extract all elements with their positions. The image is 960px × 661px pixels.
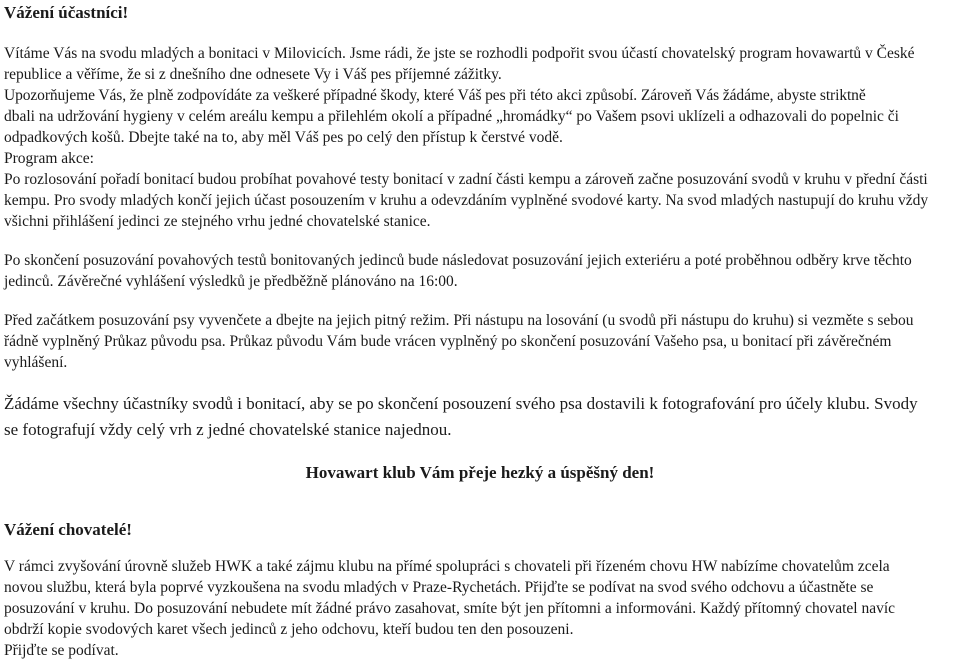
text-line: se fotografují vždy celý vrh z jedné chovatelské stanice najednou. [4,420,452,439]
text-line: Po rozlosování pořadí bonitací budou probíhat povahové testy bonitací v zadní části kempu a zároveň začne posuzování svodů v kruhu v přední části [4,171,928,188]
text-line: všichni přihlášení jedinci ze stejného vrhu jedné chovatelské stanice. [4,213,431,230]
preparation-paragraph [4,310,956,373]
program-label: Program akce: [4,150,94,167]
text-line: řádně vyplněný Průkaz původu psa. Průkaz původu Vám bude vrácen vyplněný po skončení posuzování Vašeho psa, u bonitací při závěrečném [4,333,892,350]
welcome-paragraph [4,43,956,85]
greeting-heading-breeders: Vážení chovatelé! [4,520,132,539]
text-line: odpadkových košů. Dbejte také na to, aby měl Váš pes po celý den přístup k čerstvé vodě. [4,129,563,146]
text-line: V rámci zvyšování úrovně služeb HWK a také zájmu klubu na přímé spolupráci s chovateli při řízeném chovu HW nabízíme chovatelům zcela [4,558,890,575]
text-line: Žádáme všechny účastníky svodů i bonitací, aby se po skončení posouzení svého psa dostavili k fotografování pro účely klubu. Svody [4,394,918,413]
text-line: novou službu, která byla poprvé vyzkoušena na svodu mladých v Praze-Rychetách. Přijďte se podívat na svod svého odchovu a účastněte se [4,579,874,596]
judging-paragraph [4,250,956,292]
text-line: posuzování v kruhu. Do posuzování nebudete mít žádné právo zasahovat, smíte být jen přítomni a informováni. Každý přítomný chovatel navíc [4,600,896,617]
text-line: dbali na udržování hygieny v celém areálu kempu a přilehlém okolí a případné „hromádky“ po Vašem psovi uklízeli a odhazovali do popelnic či [4,108,899,125]
responsibility-paragraph [4,85,956,148]
text-line: Vítáme Vás na svodu mladých a bonitaci v Milovicích. Jsme rádi, že jste se rozhodli podpořit svou účastí chovatelský program hovawartů v České [4,45,915,62]
photography-paragraph [4,391,956,443]
text-line: Přijďte se podívat. [4,642,119,659]
breeders-paragraph [4,556,956,661]
text-line: kempu. Pro svody mladých končí jejich účast posouzením v kruhu a odevzdáním vyplněné svodové karty. Na svod mladých nastupují do kruhu vždy [4,192,929,209]
closing-message: Hovawart klub Vám přeje hezký a úspěšný den! [305,463,655,482]
text-line: jedinců. Závěrečné vyhlášení výsledků je předběžně plánováno na 16:00. [4,273,458,290]
text-line: vyhlášení. [4,354,68,371]
text-line: Před začátkem posuzování psy vyvenčete a dbejte na jejich pitný režim. Při nástupu na losování (u svodů při nástupu do kruhu) si vezměte s sebou [4,312,914,329]
text-line: Po skončení posuzování povahových testů bonitovaných jedinců bude následovat posuzování jejich exteriéru a poté proběhnou odběry krve těchto [4,252,912,269]
program-paragraph [4,169,956,232]
text-line: republice a věříme, že si z dnešního dne odnesete Vy i Váš pes příjemné zážitky. [4,66,502,83]
greeting-heading-participants: Vážení účastníci! [4,3,129,22]
text-line: obdrží kopie svodových karet všech jedinců z jeho odchovu, kteří budou ten den posouzeni. [4,621,574,638]
text-line: Upozorňujeme Vás, že plně zodpovídáte za veškeré případné škody, které Váš pes při této akci způsobí. Zároveň Vás žádáme, abyste striktně [4,87,866,104]
